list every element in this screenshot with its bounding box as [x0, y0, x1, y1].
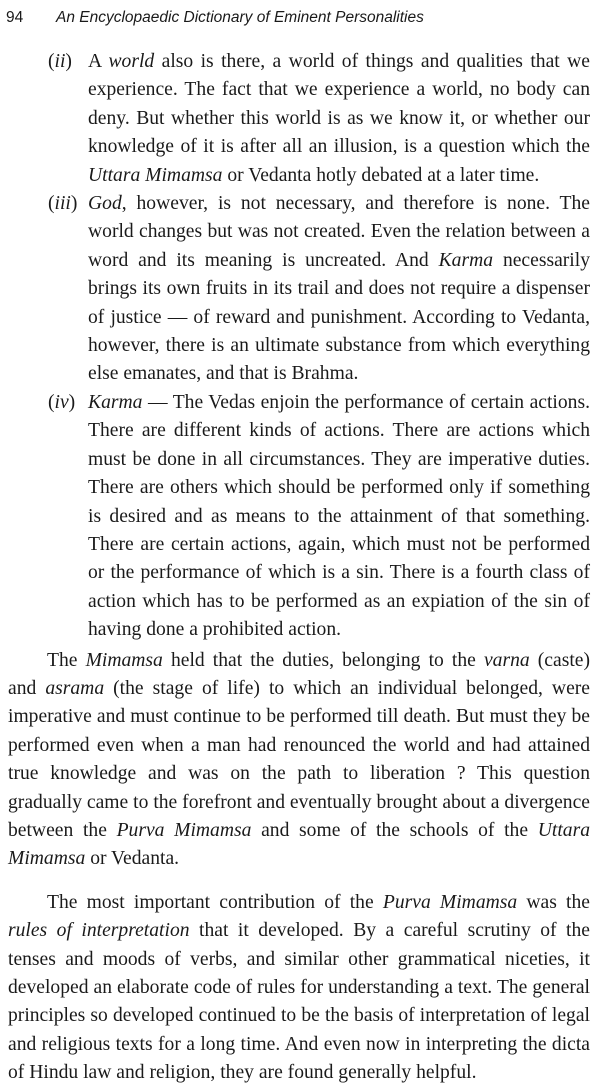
list-item-iii: (iii) God, however, is not necessary, and therefore is none. The world changes but was not created. Even the relation between a word and its meaning is uncreated. And Karma necessarily brings its own fruits in its trail and does not require a dispenser of justice — of reward and punishment. According to Vedanta, however, there is an ultimate substance from which everything else emanates, and that is Brahma.: [8, 190, 594, 389]
item-number: (ii): [48, 51, 72, 72]
item-number: (iv): [48, 391, 76, 413]
emphasis: world: [108, 51, 155, 72]
book-title: An Encyclopaedic Dictionary of Eminent Personalities: [56, 9, 424, 26]
emphasis: Karma: [88, 391, 143, 413]
running-head: [6, 6, 596, 30]
emphasis: Uttara Mimamsa: [88, 164, 223, 186]
body-text: [8, 48, 594, 1088]
paragraph-mimamsa-duties: The Mimamsa held that the duties, belonging to the varna (caste) and asrama (the stage of life) to which an individual belonged, were imperative and must continue to be performed till death. But must they be performed even when a man had renounced the world and had attained true knowledge and was on the path to liberation ? This question gradually came to the forefront and eventually brought about a divergence between the Purva Mimamsa and some of the schools of the Uttara Mimamsa or Vedanta.: [8, 649, 590, 870]
list-item-ii: (ii) A world also is there, a world of things and qualities that we experience. The fact that we experience a world, no body can deny. But whether this world is as we know it, or whether our knowledge of it is after all an illusion, is a question which the Uttara Mimamsa or Vedanta hotly debated at a later time.: [8, 48, 594, 190]
emphasis: Karma: [438, 249, 494, 271]
list-item-iv: (iv) Karma — The Vedas enjoin the performance of certain actions. There are different kinds of actions. There are actions which must be done in all circumstances. They are imperative duties. There are others which should be performed only if something is desired and as means to the attainment of that something. There are certain actions, again, which must not be performed or the performance of which is a sin. There is a fourth class of action which has to be performed as an expiation of the sin of having done a prohibited action.: [8, 389, 594, 645]
page-number: 94: [6, 9, 24, 26]
item-number: (iii): [48, 193, 78, 215]
emphasis: God: [88, 193, 122, 215]
paragraph-rules-of-interpretation: The most important contribution of the Purva Mimamsa was the rules of interpretation that it developed. By a careful scrutiny of the tenses and moods of verbs, and similar other grammatical niceties, it developed an elaborate code of rules for understanding a text. The general principles so developed continued to be the basis of interpretation of legal and religious texts for a long time. And even now in interpreting the dicta of Hindu law and religion, they are found generally helpful.: [8, 891, 590, 1084]
